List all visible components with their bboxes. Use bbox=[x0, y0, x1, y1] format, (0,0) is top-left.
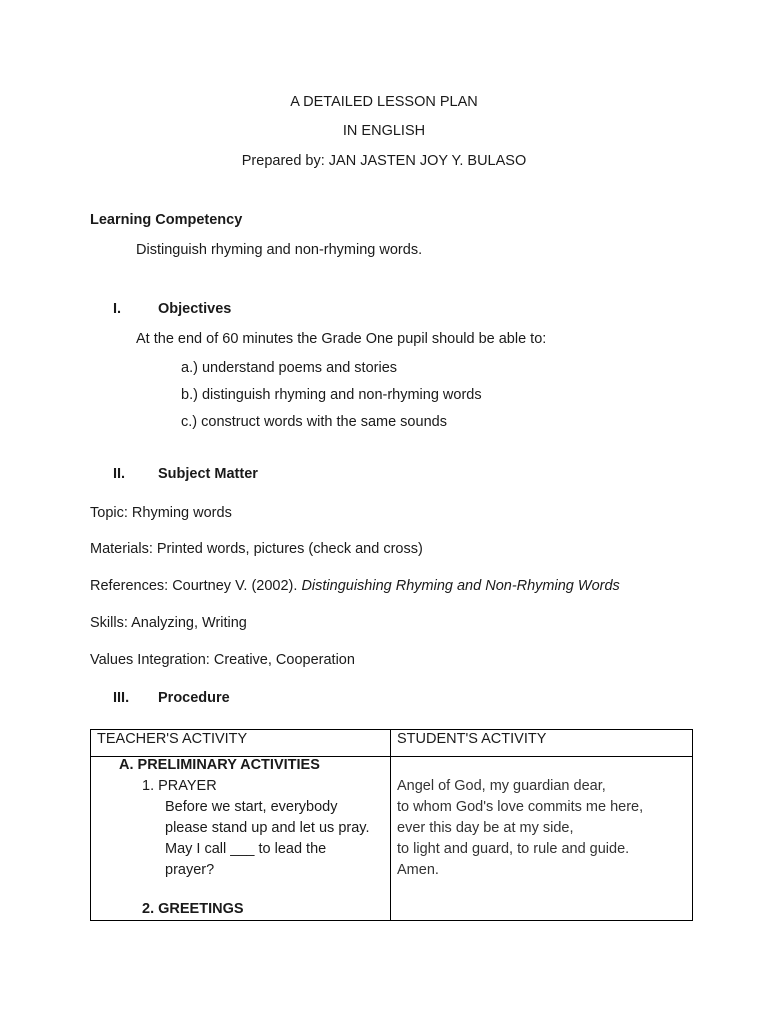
prayer-line: please stand up and let us pray. bbox=[165, 820, 370, 836]
procedure-table bbox=[90, 729, 693, 921]
learning-competency-text: Distinguish rhyming and non-rhyming words. bbox=[136, 242, 423, 258]
document-subtitle: IN ENGLISH bbox=[342, 123, 426, 139]
objectives-numeral: I. bbox=[113, 301, 122, 317]
procedure-numeral: III. bbox=[113, 690, 130, 706]
objective-item: c.) construct words with the same sounds bbox=[181, 414, 447, 430]
skills-line: Skills: Analyzing, Writing bbox=[90, 615, 247, 631]
objective-item: a.) understand poems and stories bbox=[181, 360, 398, 376]
references-title: Distinguishing Rhyming and Non-Rhyming Words bbox=[301, 578, 620, 594]
subject-matter-heading: Subject Matter bbox=[158, 466, 258, 482]
student-activity-header-cell bbox=[391, 730, 693, 757]
student-prayer-line: to light and guard, to rule and guide. bbox=[397, 841, 630, 857]
subject-matter-numeral: II. bbox=[113, 466, 126, 482]
prayer-line: May I call ___ to lead the bbox=[165, 841, 327, 857]
teacher-activity-header-cell bbox=[91, 730, 391, 757]
table-row bbox=[91, 757, 693, 921]
document-title: A DETAILED LESSON PLAN bbox=[290, 94, 478, 110]
student-prayer-line: Amen. bbox=[397, 862, 439, 878]
objective-item: b.) distinguish rhyming and non-rhyming words bbox=[181, 387, 482, 403]
references-line bbox=[90, 578, 620, 594]
objectives-heading: Objectives bbox=[158, 301, 232, 317]
topic-line: Topic: Rhyming words bbox=[90, 505, 232, 521]
student-prayer-line: to whom God's love commits me here, bbox=[397, 799, 644, 815]
student-prayer-line: ever this day be at my side, bbox=[397, 820, 574, 836]
preliminary-activities-heading: A. PRELIMINARY ACTIVITIES bbox=[119, 757, 320, 773]
values-integration-line: Values Integration: Creative, Cooperation bbox=[90, 652, 355, 668]
prepared-by: Prepared by: JAN JASTEN JOY Y. BULASO bbox=[241, 153, 527, 169]
prayer-label: 1. PRAYER bbox=[142, 778, 217, 794]
greetings-label: 2. GREETINGS bbox=[142, 901, 244, 917]
prayer-line: prayer? bbox=[165, 862, 215, 878]
teacher-activity-cell bbox=[91, 757, 391, 921]
objectives-intro: At the end of 60 minutes the Grade One pupil should be able to: bbox=[136, 331, 547, 347]
learning-competency-heading: Learning Competency bbox=[90, 212, 243, 228]
student-prayer-line: Angel of God, my guardian dear, bbox=[397, 778, 606, 794]
student-activity-header: STUDENT'S ACTIVITY bbox=[397, 731, 547, 747]
references-prefix: References: Courtney V. (2002). bbox=[90, 578, 298, 594]
materials-line: Materials: Printed words, pictures (check and cross) bbox=[90, 541, 423, 557]
procedure-heading: Procedure bbox=[158, 690, 230, 706]
prayer-line: Before we start, everybody bbox=[165, 799, 338, 815]
teacher-activity-header: TEACHER'S ACTIVITY bbox=[97, 731, 248, 747]
student-activity-cell bbox=[391, 757, 693, 921]
table-header-row bbox=[91, 730, 693, 757]
